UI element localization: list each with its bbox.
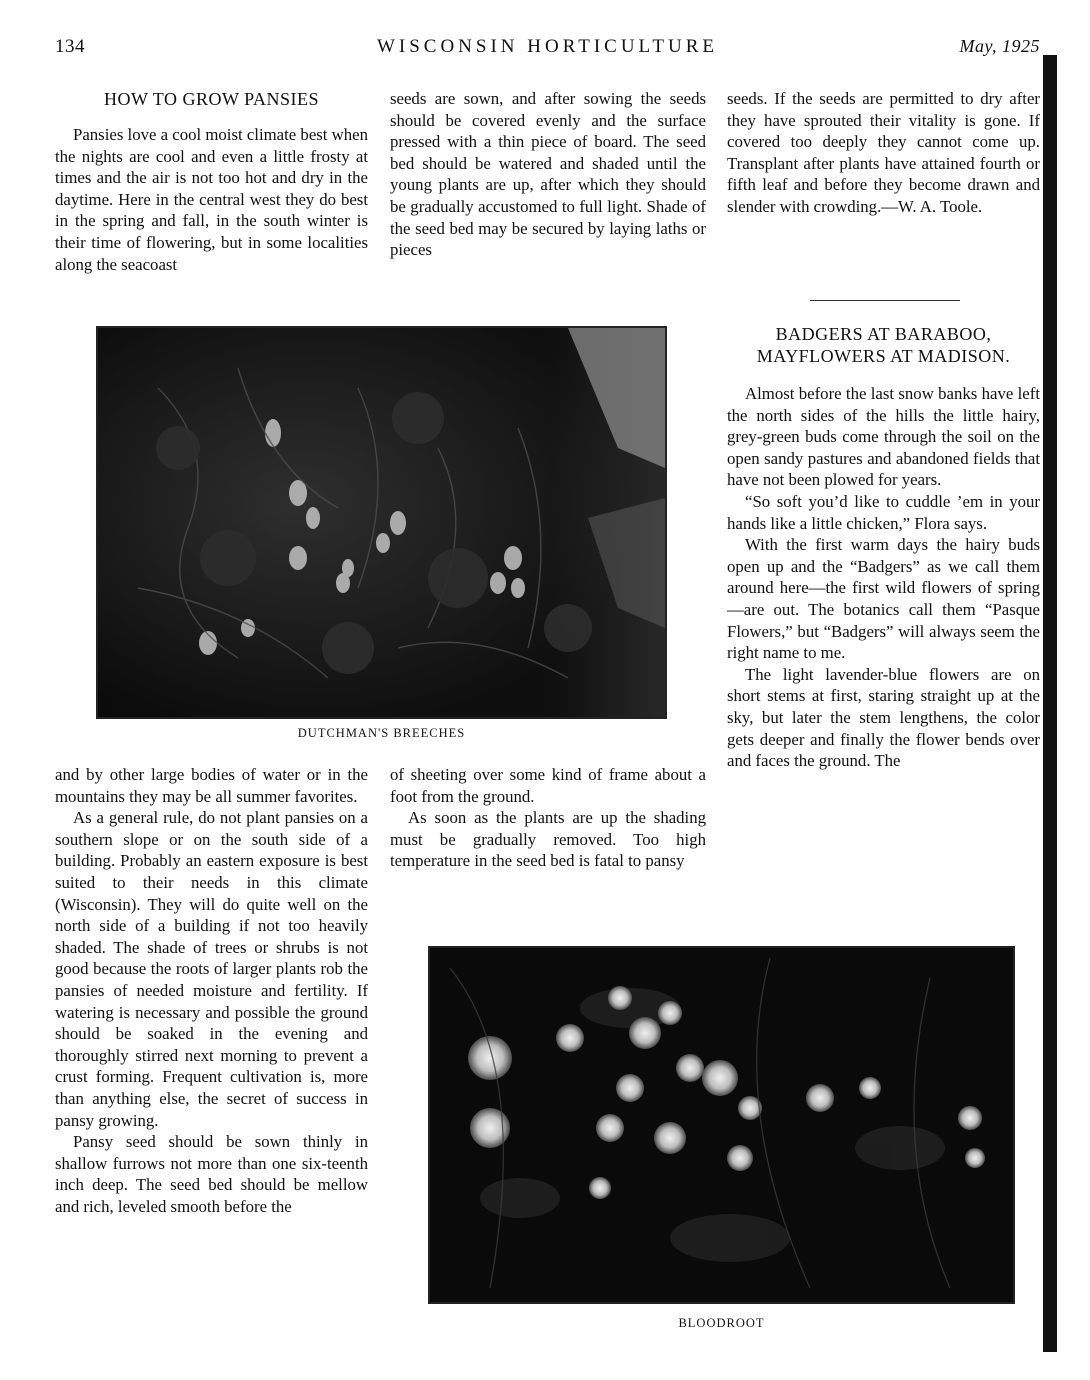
page-edge-bar	[1043, 55, 1057, 1352]
article1-paragraph: seeds are sown, and after sowing the seeds should be covered evenly and the surface pressed with a thin piece of board. The seed bed should be watered and shaded until the young plants are up, after which they should be gradually accustomed to full light. Shade of the seed bed may be secured by laying laths or pieces	[390, 89, 706, 260]
issue-date: May, 1925	[959, 36, 1040, 56]
bloodroot-photo	[428, 946, 1015, 1304]
article1-paragraph: and by other large bodies of water or in the mountains they may be all summer favorites.	[55, 765, 368, 806]
article1-col2-bottom	[390, 764, 706, 872]
figure1-caption: DUTCHMAN'S BREECHES	[297, 726, 466, 740]
article2-paragraph: Almost before the last snow banks have left the north sides of the hills the little hairy, grey-green buds come through the soil on the open sandy pastures and abandoned fields that have not been plowed for years.	[727, 384, 1040, 490]
article2-paragraph: With the first warm days the hairy buds open up and the “Badgers” as we call them around here—the first wild flowers of spring—are out. The botanics call them “Pasque Flowers,” but “Badgers” will always seem the right name to me.	[727, 535, 1040, 663]
article2-paragraph: “So soft you’d like to cuddle ’em in your hands like a little chicken,” Flora says.	[727, 491, 1040, 533]
article1-paragraph: of sheeting over some kind of frame about a foot from the ground.	[390, 765, 706, 806]
article2-title: BADGERS AT BARABOO, MAYFLOWERS AT MADISON.	[756, 324, 1011, 366]
article1-paragraph: As a general rule, do not plant pansies on a southern slope or on the south side of a building. Probably an eastern exposure is best suited to their needs in this climate (Wisconsin). They will do quite well on the north side of a building if not too heavily shaded. The shade of trees or shrubs is not good because the roots of larger plants rob the pansies of needed moisture and fertility. If watering is necessary and possible the ground should be soaked in the evening and thoroughly stirred next morning to prevent a crust forming. Frequent cultivation is, more than anything else, the secret of success in pansy growing.	[55, 808, 368, 1130]
article1-paragraph: Pansies love a cool moist climate best when the nights are cool and even a little frosty at times and the air is not too hot and dry in the daytime. Here in the central west they do best in the spring and fall, in the south winter is their time of flowering, but in some localities along the seacoast	[55, 125, 369, 274]
article2-paragraph: The light lavender-blue flowers are on short stems at first, staring straight up at the sky, but later the stem lengthens, the color gets deeper and finally the flower bends over and faces the ground. The	[727, 664, 1040, 771]
article1-col3-top	[727, 88, 1040, 218]
magazine-title: WISCONSIN HORTICULTURE	[376, 36, 719, 57]
figure2-caption: BLOODROOT	[678, 1316, 765, 1330]
article1-col1-bottom	[55, 764, 368, 1217]
article1-paragraph: Pansy seed should be sown thinly in shallow furrows not more than one six-teenth inch deep. The seed bed should be mellow and rich, leveled smooth before the	[55, 1132, 368, 1216]
dutchmans-breeches-image	[98, 328, 665, 717]
article1-paragraph: seeds. If the seeds are permitted to dry after they have sprouted their vitality is gone. If covered too deeply they cannot come up. Transplant after plants have attained fourth or fifth leaf and before they become drawn and slender with crowding.—W. A. Toole.	[727, 89, 1040, 216]
page-number: 134	[55, 36, 85, 57]
article1-col1-top	[55, 88, 368, 275]
article2-column	[727, 323, 1040, 772]
dutchmans-breeches-photo	[96, 326, 667, 719]
section-divider	[810, 300, 960, 301]
article1-title: HOW TO GROW PANSIES	[103, 89, 320, 109]
bloodroot-image	[430, 948, 1013, 1302]
page-header	[55, 32, 1040, 62]
article1-paragraph: As soon as the plants are up the shading must be gradually removed. Too high temperature in the seed bed is fatal to pansy	[390, 808, 706, 871]
article1-col2-top	[390, 88, 706, 261]
